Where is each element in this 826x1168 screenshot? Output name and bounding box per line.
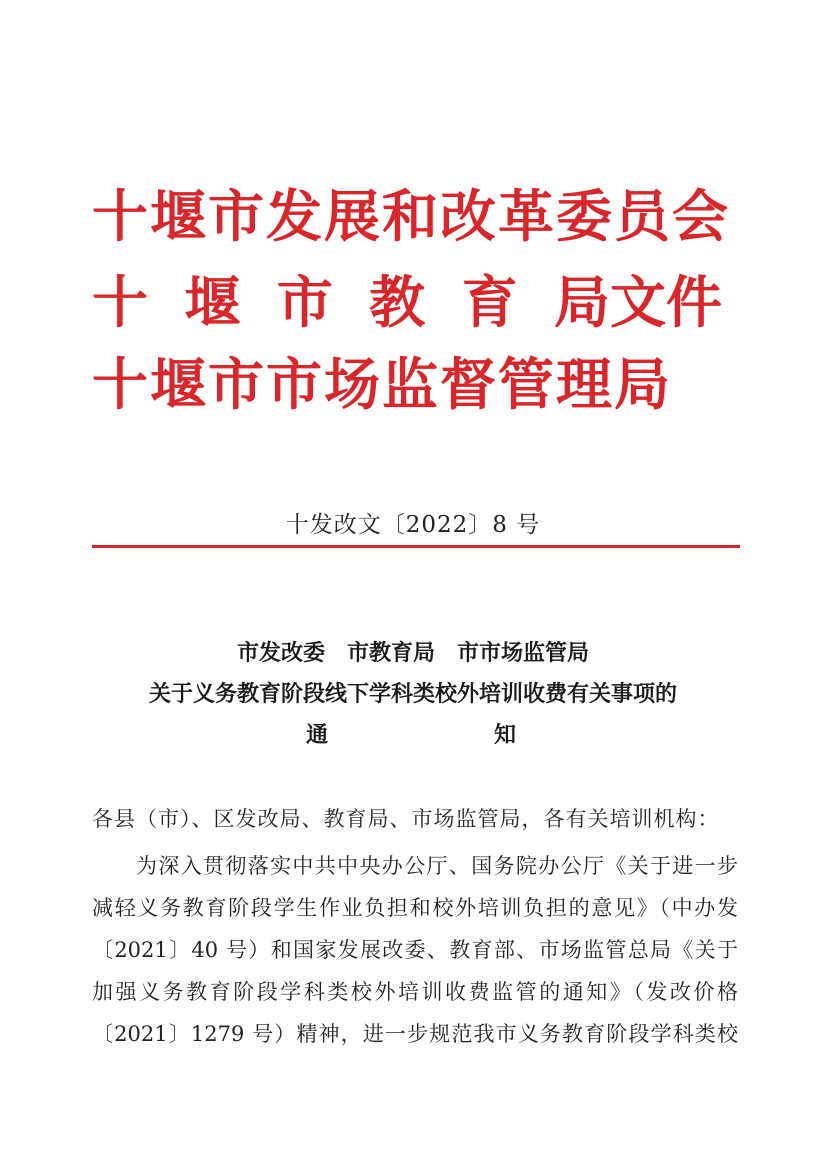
issuer-line2-char: 堰 bbox=[184, 270, 241, 336]
notice-title-char: 通 bbox=[306, 722, 329, 748]
issuer-name-development-reform: 十堰市发展和改革委员会 bbox=[92, 184, 730, 250]
issuer-name-market-supervision: 十堰市市场监督管理局 bbox=[92, 352, 672, 418]
notice-title-type bbox=[306, 718, 516, 749]
document-number: 十发改文〔2022〕8 号 bbox=[285, 512, 541, 538]
paragraph-line: 〔2021〕40 号）和国家发展改委、教育部、市场监管总局《关于 bbox=[92, 938, 738, 962]
paragraph-line: 减轻义务教育阶段学生作业负担和校外培训负担的意见》（中办发 bbox=[92, 896, 738, 920]
notice-title-issuers: 市发改委 市教育局 市市场监管局 bbox=[236, 640, 589, 666]
issuer-name-education-bureau bbox=[92, 270, 722, 336]
paragraph-line: 〔2021〕1279 号）精神，进一步规范我市义务教育阶段学科类校 bbox=[92, 1022, 738, 1046]
issuer-line2-char: 育 bbox=[461, 270, 518, 336]
body-paragraph bbox=[92, 845, 738, 1055]
notice-title-subject: 关于义务教育阶段线下学科类校外培训收费有关事项的 bbox=[148, 681, 677, 707]
issuer-line2-char: 十 bbox=[92, 270, 148, 336]
paragraph-line: 为深入贯彻落实中共中央办公厅、国务院办公厅《关于进一步 bbox=[136, 854, 738, 878]
salutation: 各县（市）、区发改局、教育局、市场监管局，各有关培训机构： bbox=[92, 807, 720, 831]
notice-title-char: 知 bbox=[493, 722, 516, 748]
paragraph-line: 加强义务教育阶段学科类校外培训收费监管的通知》（发改价格 bbox=[92, 980, 738, 1004]
red-divider-line bbox=[92, 545, 740, 548]
issuer-line2-suffix: 局文件 bbox=[553, 270, 722, 336]
issuer-line2-char: 市 bbox=[276, 270, 333, 336]
issuer-line2-char: 教 bbox=[369, 270, 426, 336]
